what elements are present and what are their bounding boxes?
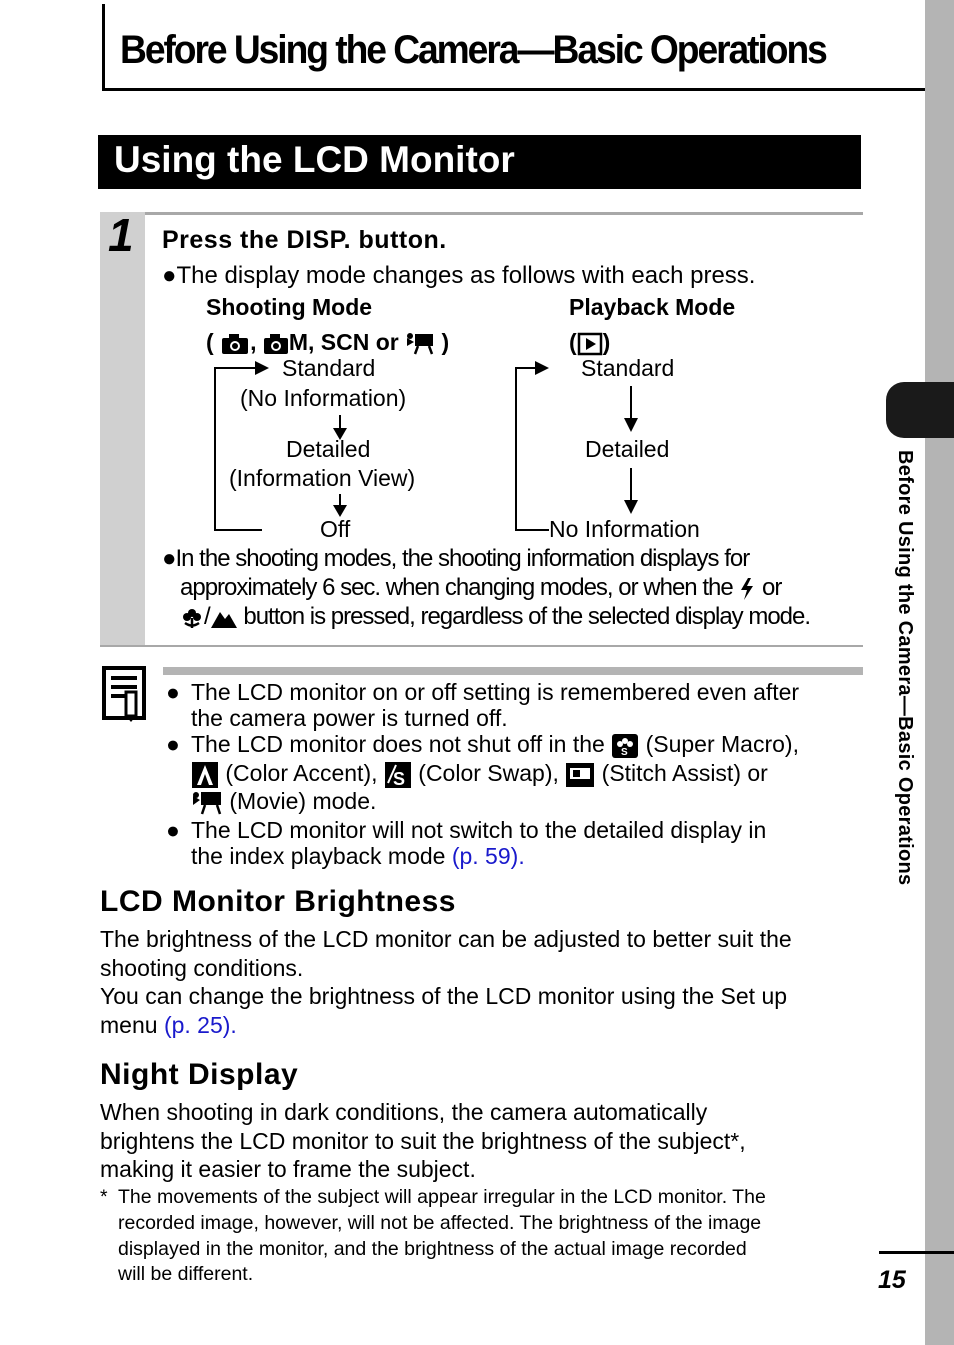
step-note-line: ●In the shooting modes, the shooting information displays for [162,545,750,572]
section-title: Using the LCD Monitor [114,139,515,180]
footnote-text: displayed in the monitor, and the brightness of the actual image recorded [118,1238,747,1260]
page-59-link[interactable]: (p. 59) [451,843,519,869]
landscape-icon [210,606,238,630]
note-bullet: ● [166,731,180,757]
note-icon [102,666,148,722]
color-accent-icon [191,761,219,789]
playback-mode-list: ( ) [569,329,611,355]
brightness-text: The brightness of the LCD monitor can be adjusted to better suit the [100,926,792,952]
brightness-text: menu (p. 25). [100,1012,237,1038]
brightness-heading: LCD Monitor Brightness [100,885,456,918]
footnote-text: The movements of the subject will appear irregular in the LCD monitor. The [118,1186,766,1208]
note-text: The LCD monitor does not shut off in the S (Super Macro), [191,731,799,758]
note-text: The LCD monitor will not switch to the detailed display in [191,817,767,843]
flash-icon [738,577,756,601]
step-title: Press the DISP. button. [162,226,447,254]
super-macro-icon [611,733,639,759]
color-swap-icon [384,761,412,789]
note-top-rule [163,667,863,675]
shooting-standard-sub: (No Information) [240,385,407,411]
page-number: 15 [878,1266,906,1294]
brightness-text: shooting conditions. [100,955,304,981]
night-text: making it easier to frame the subject. [100,1156,476,1182]
night-text: When shooting in dark conditions, the camera automatically [100,1099,708,1125]
step-number: 1 [108,209,134,261]
shooting-detailed-sub: (Information View) [229,465,416,491]
macro-icon [180,606,204,630]
side-tab-label: Before Using the Camera—Basic Operations [894,450,916,886]
note-text: the camera power is turned off. [191,705,508,731]
note-text: (Color Accent), S (Color Swap), (Stitch Assist) or [191,760,768,789]
note-bullet: ● [166,679,180,705]
note-bullet: ● [166,817,180,843]
night-text: brightens the LCD monitor to suit the brightness of the subject*, [100,1128,746,1154]
step-bullet: ●The display mode changes as follows with each press. [162,262,756,289]
display-mode-diagram [0,0,954,560]
footnote-star: * [100,1186,108,1208]
stitch-assist-icon [565,762,595,788]
step-box-bottom-rule [100,645,863,647]
note-text: The LCD monitor on or off setting is remembered even after [191,679,800,705]
note-text: the index playback mode (p. 59). [191,843,525,869]
shooting-standard: Standard [282,355,376,381]
step-note-line: approximately 6 sec. when changing modes, or when the or [180,574,782,601]
brightness-text: You can change the brightness of the LCD monitor using the Set up [100,983,788,1009]
playback-no-information: No Information [549,516,700,542]
step-note-line: / button is pressed, regardless of the selected display mode. [180,603,810,631]
svg-text:S: S [621,746,628,758]
playback-mode-heading: Playback Mode [569,294,736,320]
night-display-heading: Night Display [100,1058,299,1091]
shooting-mode-list: ( , M, SCN or ) [206,329,450,355]
page-25-link[interactable]: (p. 25) [163,1012,231,1038]
shooting-off: Off [320,516,351,542]
note-text: (Movie) mode. [191,788,376,816]
page-title: Before Using the Camera—Basic Operations [120,28,826,72]
playback-standard: Standard [581,355,675,381]
footnote-text: will be different. [118,1263,254,1285]
shooting-detailed: Detailed [286,436,371,462]
movie-icon [191,790,223,816]
page-number-rule [879,1251,954,1254]
footnote-text: recorded image, however, will not be affected. The brightness of the image [118,1212,762,1234]
playback-detailed: Detailed [585,436,670,462]
shooting-mode-heading: Shooting Mode [206,294,373,320]
svg-text:S: S [392,768,405,789]
